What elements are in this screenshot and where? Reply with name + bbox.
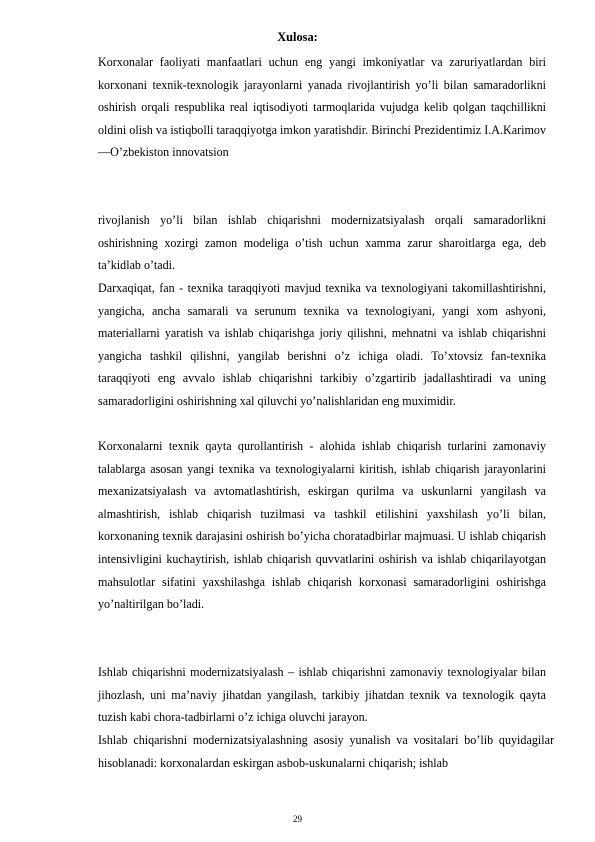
paragraph-2: rivojlanish yo’li bilan ishlab chiqarishni modernizatsiyalash orqali samaradorlikni oshirishning xozirgi zamon modeliga o’tish uchun xamma zarur sharoitlarga ega, deb ta’kidlab o’tadi.: [98, 213, 546, 273]
paragraph-4: Korxonalarni texnik qayta qurollantirish - alohida ishlab chiqarish turlarini zamonaviy talablarga asosan yangi texnika va texnologiyalarni kiritish, ishlab chiqarish jarayonlarini mexanizatsiyalash va avtomatlashtirish, eskirgan qurilma va uskunlarni yangilash va almashtirish, ishlab chiqarish tuzilmasi va tashkil etilishini yaxshilash yo’li bilan, korxonaning texnik darajasini oshirish bo’yicha choratadbirlar majmuasi. U ishlab chiqarish intensivligini kuchaytirish, ishlab chiqarish quvvatlarini oshirish va ishlab chiqarilayotgan mahsulotlar sifatini yaxshilashga ishlab chiqarish korxonasi samaradorligini oshirishga yo’naltirilgan bo’ladi.: [98, 439, 546, 612]
page-number: 29: [293, 814, 302, 824]
paragraph-6: Ishlab chiqarishni modernizatsiyalashning asosiy yunalish va vositalari bo’lib quyidagilar hisoblanadi: korxonalardan eskirgan asbob-uskunalarni chiqarish; ishlab: [98, 733, 554, 770]
section-title: Xulosa:: [277, 30, 318, 44]
paragraph-1: Korxonalar faoliyati manfaatlari uchun eng yangi imkoniyatlar va zaruriyatlardan biri korxonani texnik-texnologik jarayonlarni yanada rivojlantirish yo’li bilan samaradorlikni oshirish orqali respublika real iqtisodiyoti tarmoqlarida vujudga kelib qolgan taqchillikni oldini olish va istiqbolli taraqqiyotga imkon yaratishdir. Birinchi Prezidentimiz I.A.Karimov ―O’zbekiston innovatsion: [98, 55, 546, 160]
paragraph-5: Ishlab chiqarishni modernizatsiyalash – ishlab chiqarishni zamonaviy texnologiyalar bilan jihozlash, uni ma’naviy jihatdan yangilash, tarkibiy jihatdan texnik va texnologik qayta tuzish kabi chora-tadbirlarni o’z ichiga oluvchi jarayon.: [98, 665, 546, 725]
paragraph-3: Darxaqiqat, fan - texnika taraqqiyoti mavjud texnika va texnologiyani takomillashtirishni, yangicha, ancha samarali va serunum texnika va texnologiyani, yangi xom ashyoni, materiallarni yaratish va ishlab chiqarishga joriy qilishni, mehnatni va ishlab chiqarishni yangicha tashkil qilishni, yangilab berishni o’z ichiga oladi. To’xtovsiz fan-texnika taraqqiyoti eng avvalo ishlab chiqarishni tarkibiy o’zgartirib jadallashtiradi va uning samaradorligini oshirishning xal qiluvchi yo’nalishlaridan eng muximidir.: [98, 281, 546, 408]
